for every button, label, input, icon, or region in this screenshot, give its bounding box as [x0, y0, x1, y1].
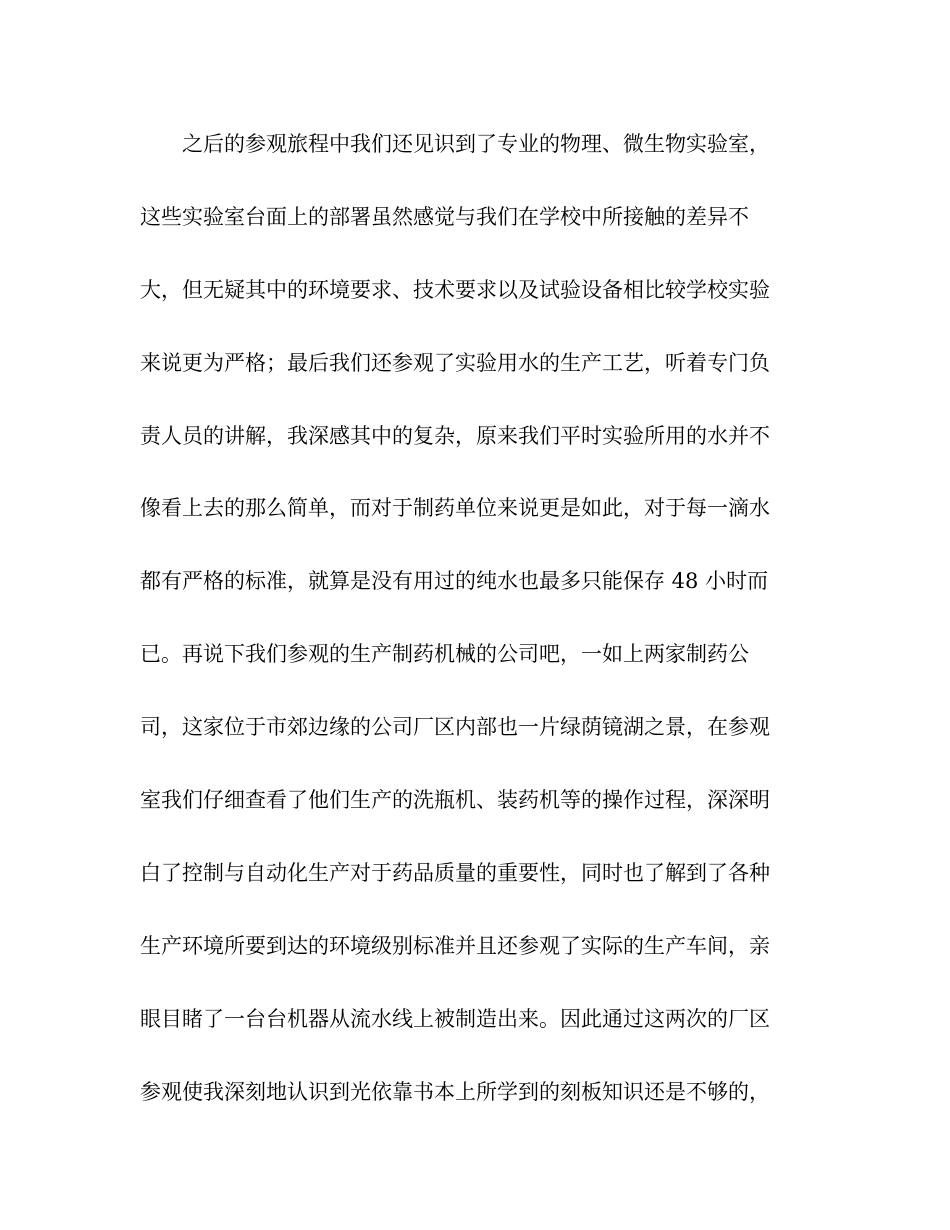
paragraph-line: 已。再说下我们参观的生产制药机械的公司吧，一如上两家制药公	[140, 642, 749, 667]
paragraph-line: 责人员的讲解，我深感其中的复杂，原来我们平时实验所用的水并不	[140, 423, 770, 448]
paragraph-line: 之后的参观旅程中我们还见识到了专业的物理、微生物实验室，	[182, 132, 770, 156]
paragraph-line: 来说更为严格；最后我们还参观了实验用水的生产工艺，听着专门负	[140, 350, 770, 375]
paragraph-line: 生产环境所要到达的环境级别标准并且还参观了实际的生产车间，亲	[140, 933, 770, 958]
paragraph-line: 司，这家位于市郊边缘的公司厂区内部也一片绿荫镜湖之景，在参观	[140, 715, 770, 740]
paragraph-line: 白了控制与自动化生产对于药品质量的重要性，同时也了解到了各种	[140, 860, 770, 885]
paragraph-line: 参观使我深刻地认识到光依靠书本上所学到的刻板知识还是不够的，	[140, 1079, 770, 1104]
body-paragraph	[140, 119, 800, 1139]
paragraph-line: 大，但无疑其中的环境要求、技术要求以及试验设备相比较学校实验	[140, 277, 770, 302]
paragraph-line: 都有严格的标准，就算是没有用过的纯水也最多只能保存 48 小时而	[140, 569, 769, 594]
paragraph-line: 眼目睹了一台台机器从流水线上被制造出来。因此通过这两次的厂区	[140, 1006, 770, 1031]
paragraph-line: 室我们仔细查看了他们生产的洗瓶机、装药机等的操作过程，深深明	[140, 788, 770, 813]
paragraph-line: 这些实验室台面上的部署虽然感觉与我们在学校中所接触的差异不	[140, 204, 749, 229]
paragraph-line: 像看上去的那么简单，而对于制药单位来说更是如此，对于每一滴水	[140, 496, 770, 521]
